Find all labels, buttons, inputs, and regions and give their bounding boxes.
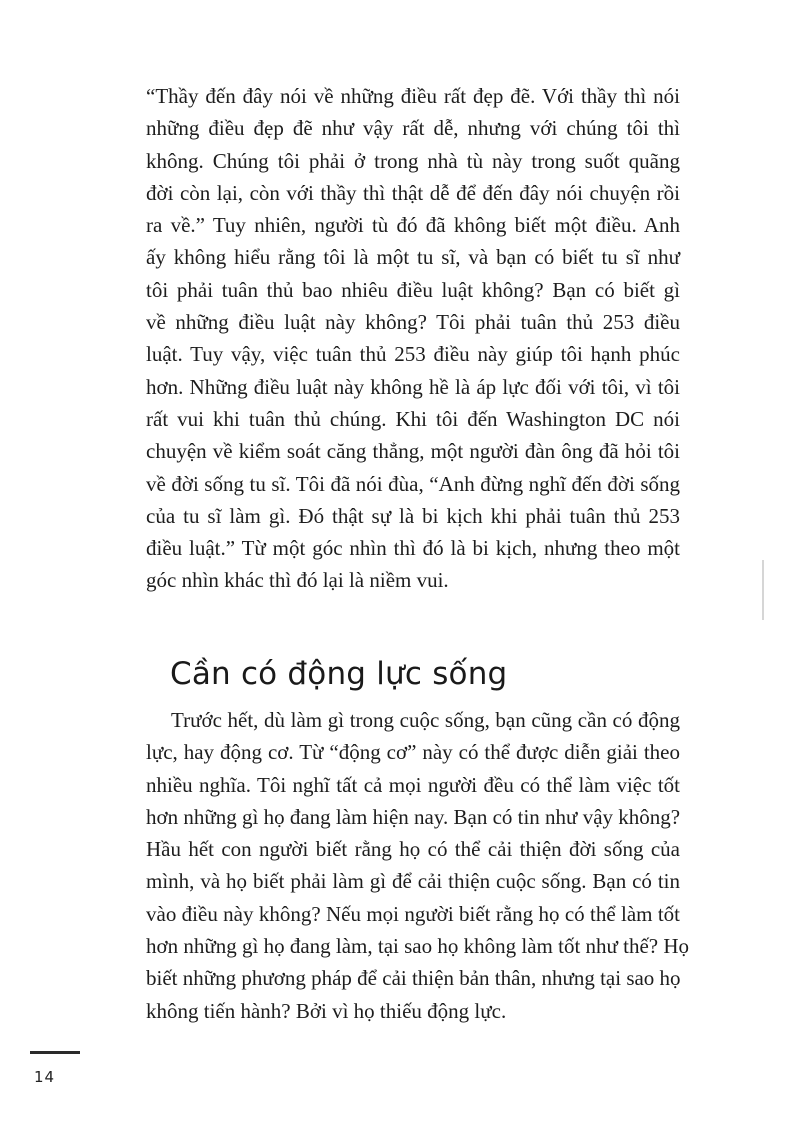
text-line: góc nhìn khác thì đó lại là niềm vui. — [146, 568, 449, 593]
text-line: hơn những gì họ đang làm hiện nay. Bạn có tin như vậy không? — [146, 804, 681, 829]
text-line: đời còn lại, còn với thầy thì thật dễ để đến đây nói chuyện rồi — [146, 180, 680, 205]
text-line: biết những phương pháp để cải thiện bản thân, nhưng tại sao họ — [146, 966, 681, 991]
text-line: tôi phải tuân thủ bao nhiêu điều luật không? Bạn có biết gì — [146, 277, 680, 302]
text-line: hơn. Những điều luật này không hề là áp lực đối với tôi, vì tôi — [146, 374, 680, 399]
text-line: ra về.” Tuy nhiên, người tù đó đã không biết một điều. Anh — [146, 213, 680, 238]
text-line: nhiều nghĩa. Tôi nghĩ tất cả mọi người đều có thể làm việc tốt — [146, 772, 680, 797]
section-heading: Cần có động lực sống — [170, 655, 508, 692]
scan-edge-mark — [762, 560, 764, 620]
text-line: ấy không hiểu rằng tôi là một tu sĩ, và bạn có biết tu sĩ như — [146, 245, 680, 270]
text-line: “Thầy đến đây nói về những điều rất đẹp đẽ. Với thầy thì nói — [146, 84, 680, 108]
paragraph-motivation — [146, 704, 690, 1027]
text-line: điều luật.” Từ một góc nhìn thì đó là bi kịch, nhưng theo một — [146, 536, 680, 561]
text-line: hơn những gì họ đang làm, tại sao họ không làm tốt như thế? Họ — [146, 934, 690, 959]
page-number: 14 — [34, 1068, 56, 1086]
text-line: mình, và họ biết phải làm gì để cải thiện cuộc sống. Bạn có tin — [146, 869, 680, 894]
text-line: Hầu hết con người biết rằng họ có thể cải thiện đời sống của — [146, 837, 680, 862]
text-line: không. Chúng tôi phải ở trong nhà tù này trong suốt quãng — [146, 148, 680, 173]
text-line: của tu sĩ làm gì. Đó thật sự là bi kịch khi phải tuân thủ 253 — [146, 503, 680, 528]
text-line: những điều đẹp đẽ như vậy rất dễ, nhưng với chúng tôi thì — [146, 116, 680, 141]
text-line: chuyện về kiểm soát căng thẳng, một người đàn ông đã hỏi tôi — [146, 439, 680, 464]
text-line: về đời sống tu sĩ. Tôi đã nói đùa, “Anh đừng nghĩ đến đời sống — [146, 471, 680, 496]
text-line: rất vui khi tuân thủ chúng. Khi tôi đến Washington DC nói — [146, 406, 680, 431]
paragraph-prison-story — [146, 80, 680, 597]
text-line: luật. Tuy vậy, việc tuân thủ 253 điều này giúp tôi hạnh phúc — [146, 342, 680, 367]
text-line: về những điều luật này không? Tôi phải tuân thủ 253 điều — [146, 310, 680, 335]
text-line: không tiến hành? Bởi vì họ thiếu động lực. — [146, 998, 507, 1023]
page-number-rule — [30, 1051, 80, 1054]
text-line: lực, hay động cơ. Từ “động cơ” này có thể được diễn giải theo — [146, 740, 680, 765]
text-line: vào điều này không? Nếu mọi người biết rằng họ có thể làm tốt — [146, 901, 680, 926]
text-line: Trước hết, dù làm gì trong cuộc sống, bạn cũng cần có động — [171, 708, 680, 732]
